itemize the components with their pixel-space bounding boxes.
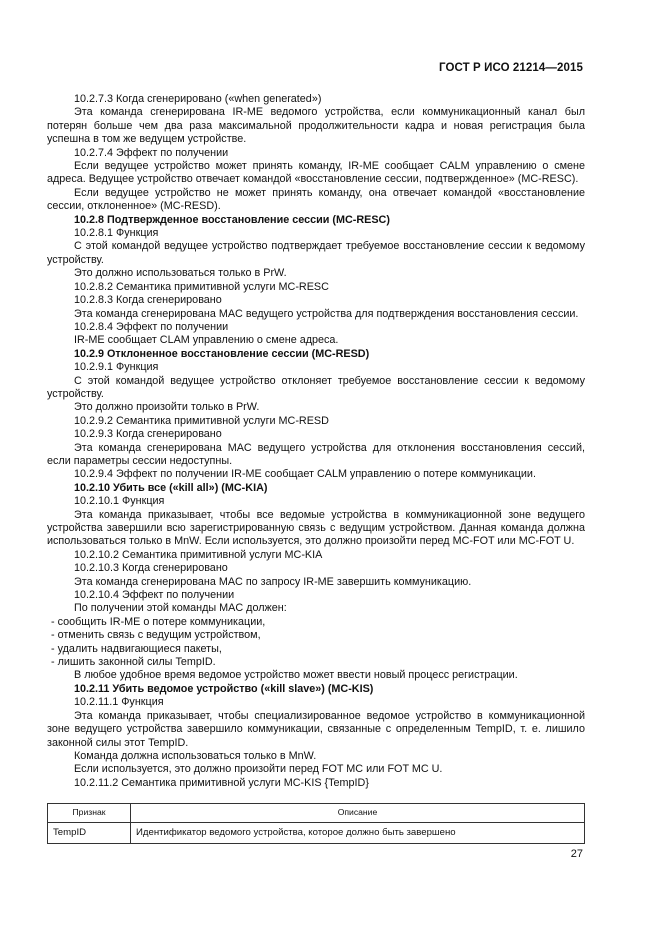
paragraph: Эта команда сгенерирована IR-ME ведомого устройства, если коммуникационный канал был потерян больше чем два раза максимальной продолжительности кадра и новая регистрация была успешна в том же ведущем устройстве. bbox=[47, 106, 585, 146]
page-number: 27 bbox=[570, 848, 583, 860]
table-row bbox=[48, 823, 585, 844]
paragraph: 10.2.7.3 Когда сгенерировано («when generated») bbox=[74, 93, 322, 105]
paragraph: 10.2.8.3 Когда сгенерировано bbox=[74, 294, 222, 307]
paragraph: По получении этой команды MAC должен: bbox=[74, 602, 287, 615]
bullet-item: - сообщить IR-ME о потере коммуникации, bbox=[51, 615, 266, 628]
column-header: Признак bbox=[48, 804, 131, 823]
paragraph: 10.2.9.3 Когда сгенерировано bbox=[74, 428, 222, 441]
document-header: ГОСТ Р ИСО 21214—2015 bbox=[438, 62, 583, 74]
paragraph: 10.2.10.1 Функция bbox=[74, 495, 165, 508]
paragraph: IR-ME сообщает CLAM управлению о смене адреса. bbox=[74, 334, 339, 347]
paragraph: Эта команда приказывает, чтобы специализированное ведомое устройство в коммуникационной зоне ведущего устройства завершило коммуникации, связанные с определенным TempID, т. е. лишило законной силы этот TempID. bbox=[47, 709, 585, 749]
paragraph: С этой командой ведущее устройство отклоняет требуемое восстановление сессии к ведомому устройству. bbox=[47, 374, 585, 400]
section-heading: 10.2.8 Подтвержденное восстановление сессии (MC-RESC) bbox=[74, 213, 390, 226]
bullet-item: - лишить законной силы TempID. bbox=[51, 656, 216, 669]
paragraph: 10.2.8.2 Семантика примитивной услуги MC-RESC bbox=[74, 280, 329, 293]
paragraph: С этой командой ведущее устройство подтверждает требуемое восстановление сессии к ведомому устройству. bbox=[47, 240, 585, 266]
section-heading: 10.2.9 Отклоненное восстановление сессии (MC-RESD) bbox=[74, 347, 370, 360]
bullet-item: - отменить связь с ведущим устройством, bbox=[51, 629, 261, 642]
bullet-item: - удалить надвигающиеся пакеты, bbox=[51, 642, 222, 655]
table-cell: TempID bbox=[48, 823, 131, 844]
paragraph: Эта команда приказывает, чтобы все ведомые устройства в коммуникационной зоне ведущего устройства завершили всю зарегистрированную связь с ведущим устройством. Данная команда должна использоваться только в MnW. Если используется, это должно произойти перед MC-FOT или MC-FOT U. bbox=[47, 508, 585, 548]
section-heading: 10.2.11 Убить ведомое устройство («kill slave») (MC-KIS) bbox=[74, 682, 374, 695]
paragraph: Это должно произойти только в PrW. bbox=[74, 401, 260, 414]
paragraph: 10.2.10.3 Когда сгенерировано bbox=[74, 562, 228, 575]
table-cell: Идентификатор ведомого устройства, которое должно быть завершено bbox=[131, 823, 585, 844]
paragraph: Эта команда сгенерирована MAC по запросу IR-ME завершить коммуникацию. bbox=[74, 575, 472, 588]
paragraph: 10.2.10.2 Семантика примитивной услуги MC-KIA bbox=[74, 548, 323, 561]
paragraph: 10.2.9.2 Семантика примитивной услуги MC-RESD bbox=[74, 414, 329, 427]
column-header: Описание bbox=[131, 804, 585, 823]
paragraph: 10.2.8.1 Функция bbox=[74, 227, 159, 240]
paragraph: 10.2.10.4 Эффект по получении bbox=[74, 589, 235, 602]
section-heading: 10.2.10 Убить все («kill all») (MC-KIA) bbox=[74, 481, 268, 494]
paragraph: 10.2.11.2 Семантика примитивной услуги MC-KIS {TempID} bbox=[74, 776, 369, 789]
paragraph: Если ведущее устройство не может принять команду, она отвечает командой «восстановление сессии, отклоненное» (MC-RESD). bbox=[47, 186, 585, 213]
paragraph: В любое удобное время ведомое устройство может ввести новый процесс регистрации. bbox=[74, 669, 518, 682]
attribute-table bbox=[47, 803, 585, 844]
paragraph: Если используется, это должно произойти перед FOT MC или FOT MC U. bbox=[74, 763, 443, 776]
paragraph: Команда должна использоваться только в MnW. bbox=[74, 749, 317, 762]
paragraph: 10.2.7.4 Эффект по получении bbox=[74, 146, 229, 159]
paragraph: 10.2.11.1 Функция bbox=[74, 696, 164, 709]
paragraph: Это должно использоваться только в PrW. bbox=[74, 267, 287, 280]
paragraph: Эта команда сгенерирована MAC ведущего устройства для подтверждения восстановления сессии. bbox=[74, 307, 579, 320]
paragraph: Если ведущее устройство может принять команду, IR-ME сообщает CALM управлению о смене адреса. Ведущее устройство отвечает командой «восстановление сессии, подтвержденное» (MC-RESC). bbox=[47, 160, 585, 186]
paragraph: 10.2.9.4 Эффект по получении IR-ME сообщает CALM управлению о потере коммуникации. bbox=[74, 468, 536, 481]
document-body bbox=[47, 93, 585, 844]
paragraph: 10.2.9.1 Функция bbox=[74, 361, 159, 374]
paragraph: Эта команда сгенерирована MAC ведущего устройства для отклонения восстановления сессий, если параметры сессии недоступны. bbox=[47, 441, 585, 467]
paragraph: 10.2.8.4 Эффект по получении bbox=[74, 320, 229, 333]
table-header-row bbox=[48, 804, 585, 823]
